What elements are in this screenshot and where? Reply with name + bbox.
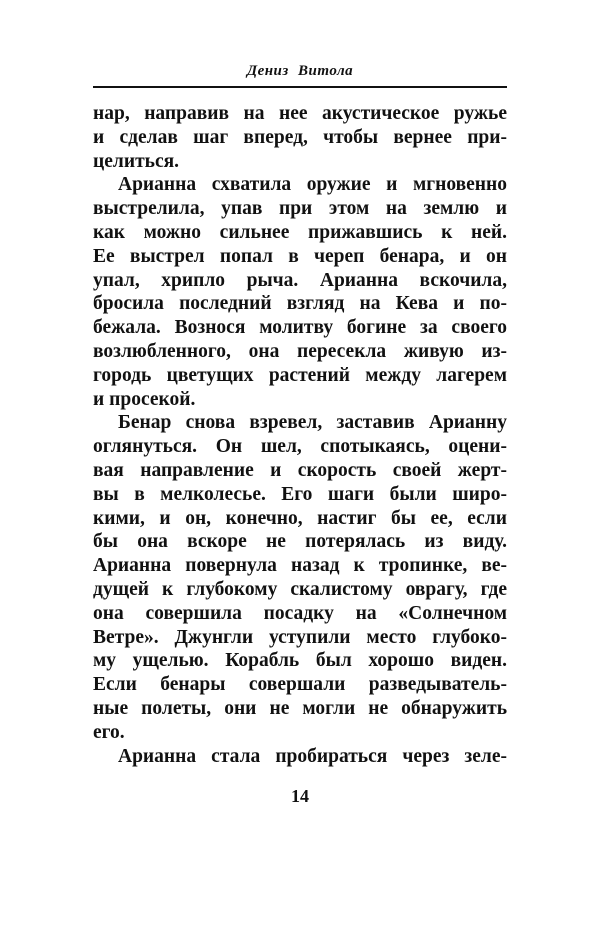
text-line: целиться. [93,150,180,172]
page-number: 14 [291,786,309,806]
text-line: Арианна схватила оружие и мгновенно [118,174,507,196]
text-line: она совершила посадку на «Солнечном [93,602,507,624]
text-line: возлюбленного, она пересекла живую из- [93,340,507,362]
text-line: бежала. Вознося молитву богине за своего [93,317,507,339]
body-text [93,102,507,768]
text-line: Арианна стала пробираться через зеле- [118,745,507,767]
book-page [93,60,507,768]
text-line: Бенар снова взревел, заставив Арианну [118,412,507,434]
running-head-author: Дениз Витола [246,63,354,79]
text-line: выстрелила, упав при этом на землю и [93,198,507,220]
text-line: вы в мелколесье. Его шаги были широ- [93,483,507,505]
text-line: дущей к глубокому скалистому оврагу, где [93,578,507,600]
text-line: кими, и он, конечно, настиг бы ее, если [93,507,507,529]
text-line: как можно сильнее прижавшись к ней. [93,221,507,243]
text-line: Ветре». Джунгли уступили место глубоко- [93,626,507,648]
text-line: Если бенары совершали разведыватель- [93,674,507,696]
text-line: Ее выстрел попал в череп бенара, и он [93,245,507,267]
text-line: оглянуться. Он шел, спотыкаясь, оцени- [93,436,507,458]
text-line: и сделав шаг вперед, чтобы вернее при- [93,126,507,148]
text-line: нар, направив на нее акустическое ружье [93,103,507,124]
text-line: его. [93,721,125,743]
text-line: бросила последний взгляд на Кева и по- [93,293,507,315]
text-line: вая направление и скорость своей жерт- [93,459,507,481]
text-line: бы она вскоре не потерялась из виду. [93,531,507,553]
text-line: ные полеты, они не могли не обнаружить [93,697,507,719]
text-line: и просекой. [93,388,196,410]
header-rule [93,86,507,88]
text-line: Арианна повернула назад к тропинке, ве- [93,555,507,577]
text-line: упал, хрипло рыча. Арианна вскочила, [93,269,507,291]
text-line: му ущелью. Корабль был хорошо виден. [93,650,507,672]
text-line: городь цветущих растений между лагерем [93,364,507,386]
